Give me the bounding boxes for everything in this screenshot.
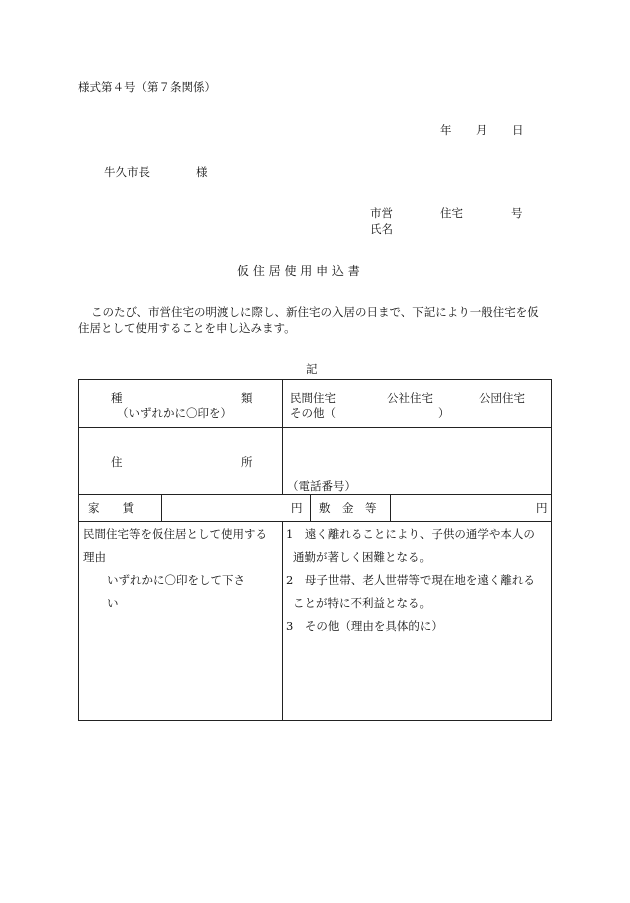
applicant-housing: 住宅	[440, 206, 463, 220]
addressee-honorific: 様	[196, 165, 208, 179]
reason-instruction-line-1: いずれかに〇印をして下さ	[107, 573, 245, 587]
applicant-name-label: 氏名	[370, 222, 393, 236]
addressee-name: 牛久市長	[104, 165, 150, 179]
reason-item-1[interactable]: 1 遠く離れることにより、子供の通学や本人の	[286, 527, 535, 541]
option-private-housing[interactable]: 民間住宅	[290, 391, 336, 405]
other-input[interactable]	[337, 405, 447, 419]
reason-instruction-line-2: い	[107, 596, 119, 610]
deposit-label: 敷 金 等	[319, 501, 377, 515]
reason-label-line-2: 理由	[83, 550, 106, 564]
rent-label: 家 賃	[88, 501, 134, 515]
rent-unit: 円	[291, 501, 303, 515]
reason-item-2[interactable]: 2 母子世帯、老人世帯等で現在地を遠く離れる	[286, 573, 535, 587]
deposit-input[interactable]	[397, 498, 517, 518]
date-month-label: 月	[476, 123, 488, 137]
type-label-left: 種	[111, 391, 123, 405]
address-label-left: 住	[111, 455, 123, 469]
reason-item-2-cont: ことが特に不利益となる。	[293, 596, 431, 610]
type-instruction: （いずれかに〇印を）	[117, 406, 232, 420]
address-label-right: 所	[241, 455, 253, 469]
address-input[interactable]	[291, 440, 546, 474]
option-public-corp-housing[interactable]: 公社住宅	[387, 391, 433, 405]
rent-input[interactable]	[167, 498, 287, 518]
table-row-divider	[79, 521, 551, 522]
date-year-label: 年	[440, 123, 452, 137]
reason-other-input[interactable]	[291, 642, 546, 712]
option-other-close: ）	[438, 406, 450, 420]
table-col-divider	[161, 494, 162, 521]
table-col-divider	[390, 494, 391, 521]
reason-item-1-cont: 通勤が著しく困難となる。	[293, 550, 431, 564]
option-public-housing-corp[interactable]: 公団住宅	[479, 391, 525, 405]
document-title: 仮 住 居 使 用 申 込 書	[237, 264, 360, 278]
reason-label-line-1: 民間住宅等を仮住居として使用する	[83, 527, 267, 541]
type-label-right: 類	[241, 391, 253, 405]
application-table	[78, 379, 552, 721]
table-col-divider	[282, 380, 283, 494]
table-col-divider	[310, 494, 311, 521]
option-other-label: その他（	[290, 406, 336, 420]
table-row-divider	[79, 427, 551, 428]
form-number: 様式第４号（第７条関係）	[78, 80, 216, 94]
phone-label: （電話番号）	[287, 479, 356, 493]
reason-item-3[interactable]: 3 その他（理由を具体的に）	[286, 619, 443, 633]
table-col-divider	[282, 521, 283, 720]
applicant-prefix: 市営	[370, 206, 393, 220]
table-row-divider	[79, 494, 551, 495]
intro-line-1: このたび、市営住宅の明渡しに際し、新住宅の入居の日まで、下記により一般住宅を仮	[91, 305, 539, 319]
applicant-number: 号	[511, 206, 523, 220]
date-day-label: 日	[512, 123, 524, 137]
ki-label: 記	[306, 362, 318, 376]
intro-line-2: 住居として使用することを申し込みます。	[78, 321, 296, 335]
deposit-unit: 円	[536, 501, 548, 515]
